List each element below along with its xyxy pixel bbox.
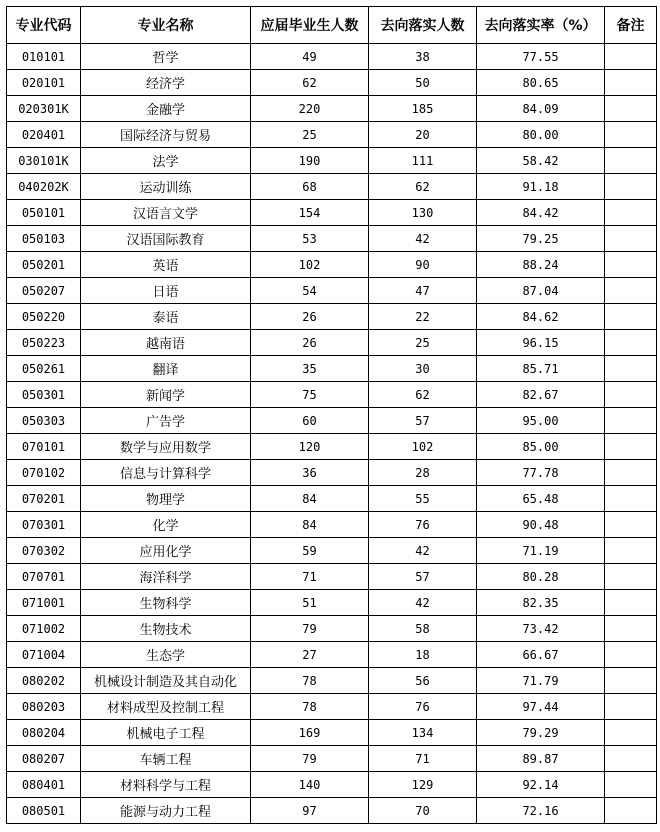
cell-major-name: 运动训练 <box>81 174 251 200</box>
cell-placement-rate: 95.00 <box>477 408 605 434</box>
cell-placed: 58 <box>369 616 477 642</box>
table-row <box>7 408 657 434</box>
cell-major-name: 法学 <box>81 148 251 174</box>
table-body <box>7 44 657 824</box>
cell-placed: 129 <box>369 772 477 798</box>
cell-placement-rate: 65.48 <box>477 486 605 512</box>
cell-remarks <box>605 304 657 330</box>
cell-major-code: 070301 <box>7 512 81 538</box>
table-row <box>7 460 657 486</box>
cell-placement-rate: 92.14 <box>477 772 605 798</box>
cell-graduates: 71 <box>251 564 369 590</box>
cell-graduates: 36 <box>251 460 369 486</box>
cell-major-name: 国际经济与贸易 <box>81 122 251 148</box>
cell-remarks <box>605 668 657 694</box>
table-row <box>7 798 657 824</box>
cell-remarks <box>605 746 657 772</box>
cell-remarks <box>605 148 657 174</box>
header-placed: 去向落实人数 <box>369 7 477 44</box>
cell-placement-rate: 84.42 <box>477 200 605 226</box>
cell-placed: 130 <box>369 200 477 226</box>
table-row <box>7 590 657 616</box>
cell-placement-rate: 77.78 <box>477 460 605 486</box>
cell-placed: 56 <box>369 668 477 694</box>
cell-major-code: 080207 <box>7 746 81 772</box>
cell-placement-rate: 84.09 <box>477 96 605 122</box>
cell-placement-rate: 96.15 <box>477 330 605 356</box>
cell-graduates: 78 <box>251 694 369 720</box>
cell-remarks <box>605 382 657 408</box>
cell-major-code: 070201 <box>7 486 81 512</box>
table-row <box>7 304 657 330</box>
cell-major-code: 071004 <box>7 642 81 668</box>
cell-placed: 42 <box>369 538 477 564</box>
cell-major-code: 050207 <box>7 278 81 304</box>
cell-placement-rate: 97.44 <box>477 694 605 720</box>
cell-major-code: 050223 <box>7 330 81 356</box>
cell-placement-rate: 90.48 <box>477 512 605 538</box>
cell-remarks <box>605 330 657 356</box>
table-row <box>7 512 657 538</box>
cell-major-name: 材料科学与工程 <box>81 772 251 798</box>
cell-major-name: 应用化学 <box>81 538 251 564</box>
cell-placed: 42 <box>369 226 477 252</box>
cell-remarks <box>605 772 657 798</box>
cell-placed: 185 <box>369 96 477 122</box>
cell-remarks <box>605 96 657 122</box>
cell-graduates: 26 <box>251 330 369 356</box>
cell-graduates: 25 <box>251 122 369 148</box>
cell-placed: 57 <box>369 408 477 434</box>
cell-major-code: 020301K <box>7 96 81 122</box>
table-row <box>7 642 657 668</box>
table-row <box>7 200 657 226</box>
cell-remarks <box>605 486 657 512</box>
cell-graduates: 54 <box>251 278 369 304</box>
cell-placement-rate: 58.42 <box>477 148 605 174</box>
cell-placement-rate: 79.29 <box>477 720 605 746</box>
cell-placement-rate: 80.65 <box>477 70 605 96</box>
cell-major-code: 010101 <box>7 44 81 70</box>
cell-remarks <box>605 538 657 564</box>
table-row <box>7 668 657 694</box>
cell-placed: 102 <box>369 434 477 460</box>
table-row <box>7 434 657 460</box>
cell-major-code: 070102 <box>7 460 81 486</box>
cell-major-code: 080204 <box>7 720 81 746</box>
table-row <box>7 486 657 512</box>
cell-placed: 18 <box>369 642 477 668</box>
cell-major-name: 金融学 <box>81 96 251 122</box>
table-row <box>7 70 657 96</box>
cell-placement-rate: 91.18 <box>477 174 605 200</box>
cell-remarks <box>605 70 657 96</box>
cell-major-name: 生物科学 <box>81 590 251 616</box>
cell-major-code: 070101 <box>7 434 81 460</box>
table-row <box>7 148 657 174</box>
cell-major-name: 汉语言文学 <box>81 200 251 226</box>
cell-major-code: 050301 <box>7 382 81 408</box>
cell-major-code: 020401 <box>7 122 81 148</box>
cell-remarks <box>605 200 657 226</box>
cell-major-code: 071001 <box>7 590 81 616</box>
cell-placement-rate: 82.35 <box>477 590 605 616</box>
cell-graduates: 220 <box>251 96 369 122</box>
cell-placement-rate: 72.16 <box>477 798 605 824</box>
cell-placement-rate: 84.62 <box>477 304 605 330</box>
cell-graduates: 75 <box>251 382 369 408</box>
cell-placed: 42 <box>369 590 477 616</box>
cell-remarks <box>605 44 657 70</box>
cell-placement-rate: 79.25 <box>477 226 605 252</box>
cell-remarks <box>605 408 657 434</box>
header-major-code: 专业代码 <box>7 7 81 44</box>
table-row <box>7 330 657 356</box>
cell-major-code: 020101 <box>7 70 81 96</box>
cell-major-name: 越南语 <box>81 330 251 356</box>
cell-placed: 71 <box>369 746 477 772</box>
cell-remarks <box>605 798 657 824</box>
table-row <box>7 226 657 252</box>
cell-major-name: 哲学 <box>81 44 251 70</box>
table-row <box>7 720 657 746</box>
cell-major-name: 日语 <box>81 278 251 304</box>
cell-graduates: 102 <box>251 252 369 278</box>
cell-remarks <box>605 564 657 590</box>
table-row <box>7 252 657 278</box>
cell-placed: 111 <box>369 148 477 174</box>
cell-major-code: 080501 <box>7 798 81 824</box>
cell-placed: 47 <box>369 278 477 304</box>
cell-placement-rate: 66.67 <box>477 642 605 668</box>
table-row <box>7 746 657 772</box>
cell-placed: 62 <box>369 174 477 200</box>
cell-major-name: 汉语国际教育 <box>81 226 251 252</box>
header-major-name: 专业名称 <box>81 7 251 44</box>
cell-major-code: 050303 <box>7 408 81 434</box>
cell-major-name: 经济学 <box>81 70 251 96</box>
cell-placed: 30 <box>369 356 477 382</box>
cell-remarks <box>605 590 657 616</box>
table-row <box>7 538 657 564</box>
cell-major-code: 080202 <box>7 668 81 694</box>
cell-graduates: 169 <box>251 720 369 746</box>
cell-major-code: 050220 <box>7 304 81 330</box>
cell-placement-rate: 73.42 <box>477 616 605 642</box>
cell-major-code: 050101 <box>7 200 81 226</box>
cell-remarks <box>605 616 657 642</box>
cell-placement-rate: 82.67 <box>477 382 605 408</box>
header-placement-rate: 去向落实率（%） <box>477 7 605 44</box>
cell-graduates: 190 <box>251 148 369 174</box>
cell-major-code: 071002 <box>7 616 81 642</box>
cell-remarks <box>605 460 657 486</box>
cell-remarks <box>605 226 657 252</box>
cell-graduates: 120 <box>251 434 369 460</box>
cell-placed: 90 <box>369 252 477 278</box>
cell-graduates: 84 <box>251 512 369 538</box>
header-remarks: 备注 <box>605 7 657 44</box>
cell-placed: 76 <box>369 694 477 720</box>
cell-major-name: 机械设计制造及其自动化 <box>81 668 251 694</box>
cell-graduates: 79 <box>251 616 369 642</box>
cell-graduates: 79 <box>251 746 369 772</box>
cell-major-code: 040202K <box>7 174 81 200</box>
cell-major-name: 材料成型及控制工程 <box>81 694 251 720</box>
cell-graduates: 49 <box>251 44 369 70</box>
cell-placement-rate: 71.19 <box>477 538 605 564</box>
table-row <box>7 564 657 590</box>
cell-remarks <box>605 252 657 278</box>
cell-graduates: 78 <box>251 668 369 694</box>
cell-placed: 76 <box>369 512 477 538</box>
header-row <box>7 7 657 44</box>
cell-graduates: 154 <box>251 200 369 226</box>
cell-remarks <box>605 434 657 460</box>
cell-placement-rate: 85.00 <box>477 434 605 460</box>
cell-major-name: 英语 <box>81 252 251 278</box>
cell-placement-rate: 80.00 <box>477 122 605 148</box>
cell-placed: 57 <box>369 564 477 590</box>
cell-major-code: 050103 <box>7 226 81 252</box>
cell-major-code: 070302 <box>7 538 81 564</box>
cell-graduates: 84 <box>251 486 369 512</box>
cell-major-code: 050201 <box>7 252 81 278</box>
cell-major-code: 050261 <box>7 356 81 382</box>
cell-remarks <box>605 122 657 148</box>
cell-graduates: 59 <box>251 538 369 564</box>
cell-major-name: 生态学 <box>81 642 251 668</box>
cell-major-code: 080203 <box>7 694 81 720</box>
table-row <box>7 616 657 642</box>
cell-graduates: 27 <box>251 642 369 668</box>
table-row <box>7 278 657 304</box>
cell-placed: 62 <box>369 382 477 408</box>
cell-major-name: 翻译 <box>81 356 251 382</box>
cell-placed: 38 <box>369 44 477 70</box>
table-row <box>7 96 657 122</box>
cell-major-name: 物理学 <box>81 486 251 512</box>
cell-placed: 25 <box>369 330 477 356</box>
cell-graduates: 140 <box>251 772 369 798</box>
cell-graduates: 97 <box>251 798 369 824</box>
header-graduates: 应届毕业生人数 <box>251 7 369 44</box>
cell-major-code: 030101K <box>7 148 81 174</box>
cell-placement-rate: 89.87 <box>477 746 605 772</box>
cell-placed: 50 <box>369 70 477 96</box>
cell-placed: 28 <box>369 460 477 486</box>
cell-placed: 22 <box>369 304 477 330</box>
table-row <box>7 356 657 382</box>
cell-placed: 55 <box>369 486 477 512</box>
table-row <box>7 174 657 200</box>
cell-major-code: 080401 <box>7 772 81 798</box>
table-row <box>7 382 657 408</box>
employment-table <box>6 6 657 824</box>
cell-graduates: 51 <box>251 590 369 616</box>
cell-placement-rate: 85.71 <box>477 356 605 382</box>
cell-placement-rate: 88.24 <box>477 252 605 278</box>
cell-placement-rate: 87.04 <box>477 278 605 304</box>
cell-major-name: 车辆工程 <box>81 746 251 772</box>
cell-graduates: 26 <box>251 304 369 330</box>
cell-major-name: 能源与动力工程 <box>81 798 251 824</box>
table-row <box>7 772 657 798</box>
cell-remarks <box>605 278 657 304</box>
table-row <box>7 122 657 148</box>
cell-major-code: 070701 <box>7 564 81 590</box>
cell-major-name: 信息与计算科学 <box>81 460 251 486</box>
cell-remarks <box>605 642 657 668</box>
cell-remarks <box>605 512 657 538</box>
cell-remarks <box>605 694 657 720</box>
cell-major-name: 数学与应用数学 <box>81 434 251 460</box>
cell-remarks <box>605 720 657 746</box>
cell-graduates: 62 <box>251 70 369 96</box>
cell-graduates: 35 <box>251 356 369 382</box>
cell-remarks <box>605 356 657 382</box>
cell-graduates: 60 <box>251 408 369 434</box>
cell-major-name: 机械电子工程 <box>81 720 251 746</box>
table-row <box>7 44 657 70</box>
cell-placed: 70 <box>369 798 477 824</box>
cell-placement-rate: 80.28 <box>477 564 605 590</box>
cell-placed: 20 <box>369 122 477 148</box>
cell-major-name: 生物技术 <box>81 616 251 642</box>
cell-major-name: 广告学 <box>81 408 251 434</box>
cell-graduates: 68 <box>251 174 369 200</box>
cell-major-name: 化学 <box>81 512 251 538</box>
cell-placed: 134 <box>369 720 477 746</box>
cell-major-name: 新闻学 <box>81 382 251 408</box>
table-row <box>7 694 657 720</box>
cell-graduates: 53 <box>251 226 369 252</box>
cell-remarks <box>605 174 657 200</box>
cell-major-name: 海洋科学 <box>81 564 251 590</box>
cell-placement-rate: 71.79 <box>477 668 605 694</box>
table-header <box>7 7 657 44</box>
cell-placement-rate: 77.55 <box>477 44 605 70</box>
cell-major-name: 泰语 <box>81 304 251 330</box>
